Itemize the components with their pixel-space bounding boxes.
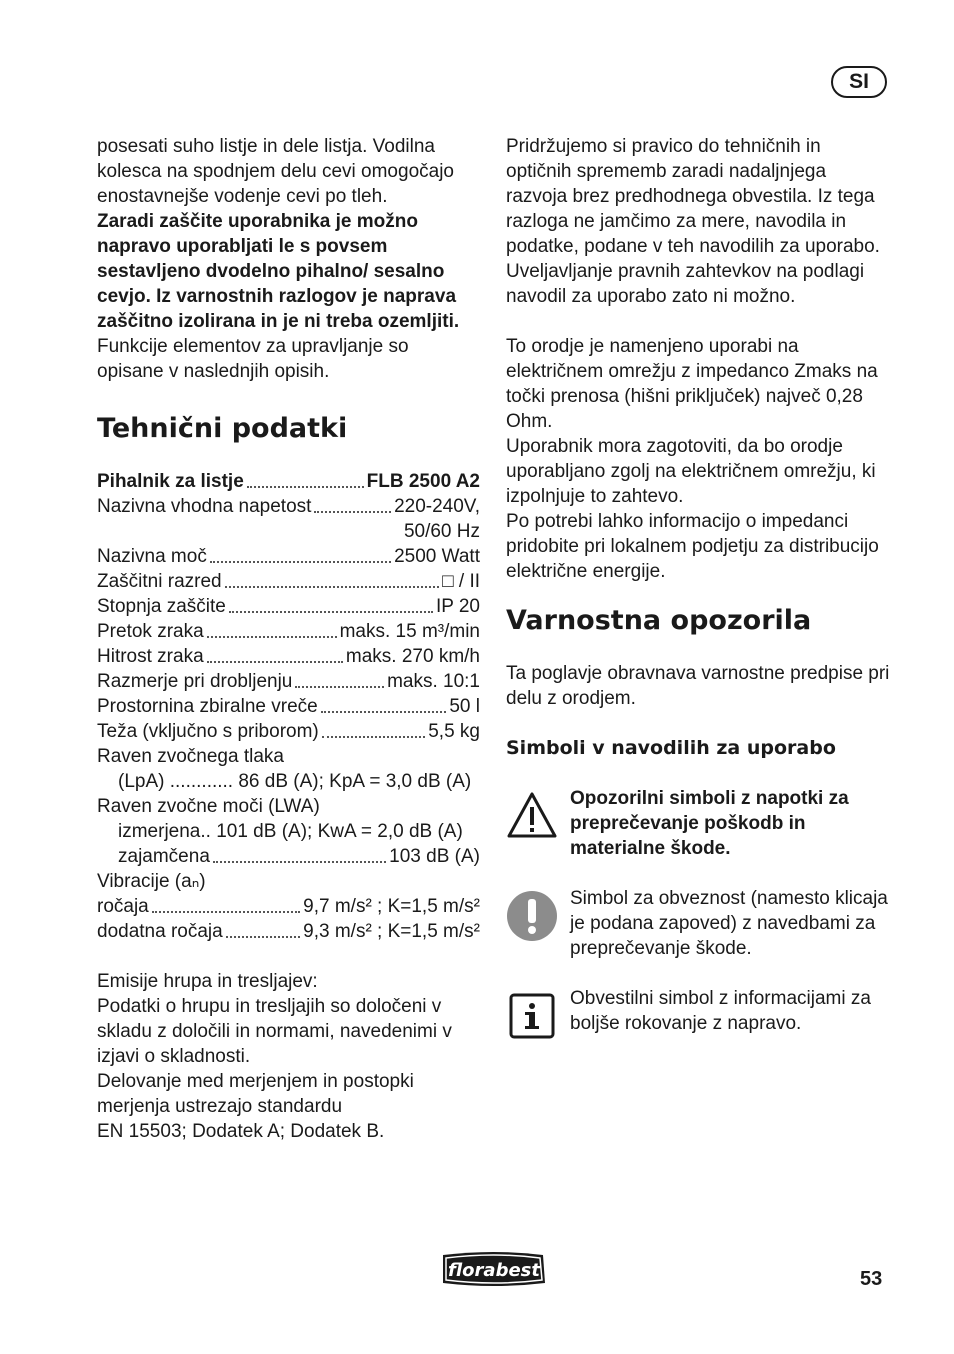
leader-dots bbox=[225, 576, 440, 588]
spec-value: □ / II bbox=[442, 571, 480, 592]
aux-handle-value: 9,3 m/s² ; K=1,5 m/s² bbox=[303, 921, 480, 942]
leader-dots bbox=[152, 901, 300, 913]
symbols-subheading: Simboli v navodilih za uporabo bbox=[506, 737, 836, 759]
spec-value: 220-240V, bbox=[394, 496, 480, 517]
spec-label: Stopnja zaščite bbox=[97, 596, 226, 617]
safety-intro: Ta poglavje obravnava varnostne predpise pri delu z orodjem. bbox=[506, 663, 890, 709]
grid-text-2: Uporabnik mora zagotoviti, da bo orodje uporabljano zgolj na električnem omrežju, ki izpolnjuje to zahtevo. bbox=[506, 436, 876, 507]
spec-row bbox=[97, 544, 480, 569]
leader-dots bbox=[321, 701, 447, 713]
model-label: Pihalnik za listje bbox=[97, 471, 244, 492]
leader-dots bbox=[213, 851, 386, 863]
florabest-logo bbox=[439, 1247, 549, 1289]
symbol-row-info bbox=[506, 986, 891, 1036]
emissions-text: Podatki o hrupu in tresljajih so določeni v skladu z določili in normami, navedenimi v izjavi o skladnosti. bbox=[97, 996, 452, 1067]
spec-label: Pretok zraka bbox=[97, 621, 204, 642]
safety-heading: Varnostna opozorila bbox=[506, 605, 812, 636]
leader-dots bbox=[210, 551, 391, 563]
guaranteed-value: 103 dB (A) bbox=[389, 846, 480, 867]
warning-symbol-text: Opozorilni simboli z napotki za preprečevanje poškodb in materialne škode. bbox=[570, 788, 849, 859]
handle-row bbox=[97, 894, 480, 919]
leader-dots bbox=[322, 726, 425, 738]
model-row bbox=[97, 469, 480, 494]
guaranteed-label: zajamčena bbox=[118, 846, 210, 867]
spec-row bbox=[97, 569, 480, 594]
spec-row bbox=[97, 719, 480, 744]
functions-text: Funkcije elementov za upravljanje so opisane v naslednjih opisih. bbox=[97, 336, 409, 382]
spec-label: Zaščitni razred bbox=[97, 571, 222, 592]
technical-data-heading: Tehnični podatki bbox=[97, 413, 348, 444]
spec-label: Prostornina zbiralne vreče bbox=[97, 696, 318, 717]
spec-row bbox=[97, 644, 480, 669]
spec-row bbox=[97, 669, 480, 694]
spec-label: Hitrost zraka bbox=[97, 646, 204, 667]
spec-value: 2500 Watt bbox=[394, 546, 480, 567]
symbol-row-mandatory bbox=[506, 886, 891, 961]
standard-text: EN 15503; Dodatek A; Dodatek B. bbox=[97, 1121, 385, 1142]
leader-dots bbox=[229, 601, 433, 613]
measurement-text: Delovanje med merjenjem in postopki merjenja ustrezajo standardu bbox=[97, 1071, 414, 1117]
guaranteed-row bbox=[97, 844, 480, 869]
reserve-text: Pridržujemo si pravico do tehničnih in optičnih sprememb zaradi nadaljnjega razvoja brez predhodnega obvestila. Iz tega razloga ne jamčimo za mere, navodila in podatke, podane v teh navodilih za uporabo. Uveljavljanje pravnih zahtevkov na podlagi navodil za uporabo zato ni možno. bbox=[506, 136, 880, 307]
spec-label: Nazivna moč bbox=[97, 546, 207, 567]
sound-power-title: Raven zvočne moči (LWA) bbox=[97, 796, 320, 817]
symbol-row-warning bbox=[506, 786, 891, 861]
spec-value: maks. 270 km/h bbox=[345, 646, 480, 667]
language-badge: SI bbox=[831, 66, 887, 98]
measured-line: izmerjena.. 101 dB (A); KwA = 2,0 dB (A) bbox=[118, 821, 463, 842]
spec-value: maks. 15 m³/min bbox=[339, 621, 480, 642]
leader-dots bbox=[314, 501, 391, 513]
logo-text: florabest bbox=[448, 1260, 540, 1281]
leader-dots bbox=[207, 651, 343, 663]
spec-label: Razmerje pri drobljenju bbox=[97, 671, 293, 692]
warning-triangle-icon bbox=[506, 790, 558, 842]
leader-dots bbox=[295, 676, 384, 688]
left-column bbox=[97, 134, 480, 1144]
spec-list bbox=[97, 494, 480, 744]
emissions-title: Emisije hrupa in tresljajev: bbox=[97, 971, 318, 992]
page-number: 53 bbox=[860, 1268, 883, 1290]
right-column bbox=[506, 134, 891, 1036]
grid-text-1: To orodje je namenjeno uporabi na električnem omrežju z impedanco Zmaks na točki prenosa (hišni priključek) največ 0,28 Ohm. bbox=[506, 336, 878, 432]
leader-dots bbox=[226, 926, 300, 938]
warning-text: Zaradi zaščite uporabnika je možno napravo uporabljati le s povsem sestavljeno dvodelno pihalno/ sesalno cevjo. Iz varnostnih razlogov je naprava zaščitno izolirana in je ni treba ozemljiti. bbox=[97, 211, 460, 332]
handle-label: ročaja bbox=[97, 896, 149, 917]
spec-row bbox=[97, 619, 480, 644]
mandatory-symbol-text: Simbol za obveznost (namesto klicaja je podana zapoved) z navedbami za preprečevanje škode. bbox=[570, 888, 888, 959]
aux-handle-label: dodatna ročaja bbox=[97, 921, 223, 942]
spec-label: Teža (vključno s priborom) bbox=[97, 721, 319, 742]
spec-row bbox=[97, 494, 480, 519]
info-symbol-text: Obvestilni simbol z informacijami za boljše rokovanje z napravo. bbox=[570, 988, 871, 1034]
spec-value: 50 l bbox=[449, 696, 480, 717]
aux-handle-row bbox=[97, 919, 480, 944]
mandatory-exclamation-icon bbox=[506, 890, 558, 942]
leader-dots bbox=[207, 626, 337, 638]
spec-value: IP 20 bbox=[435, 596, 480, 617]
sound-pressure-title: Raven zvočnega tlaka bbox=[97, 746, 284, 767]
spec-row bbox=[97, 694, 480, 719]
vibration-title: Vibracije (aₙ) bbox=[97, 871, 206, 892]
intro-text: posesati suho listje in dele listja. Vodilna kolesca na spodnjem delu cevi omogočajo enostavnejše vodenje cevi po tleh. bbox=[97, 136, 454, 207]
spec-row bbox=[97, 594, 480, 619]
frequency-value: 50/60 Hz bbox=[403, 521, 480, 542]
spec-value: 5,5 kg bbox=[428, 721, 480, 742]
info-icon bbox=[506, 990, 558, 1042]
spec-value: maks. 10:1 bbox=[387, 671, 480, 692]
leader-dots bbox=[247, 476, 364, 488]
sound-pressure-line: (LpA) ............ 86 dB (A); KpA = 3,0 dB (A) bbox=[118, 771, 472, 792]
model-value: FLB 2500 A2 bbox=[366, 471, 480, 492]
spec-label: Nazivna vhodna napetost bbox=[97, 496, 312, 517]
grid-text-3: Po potrebi lahko informacijo o impedanci pridobite pri lokalnem podjetju za distribucijo električne energije. bbox=[506, 511, 879, 582]
handle-value: 9,7 m/s² ; K=1,5 m/s² bbox=[303, 896, 480, 917]
